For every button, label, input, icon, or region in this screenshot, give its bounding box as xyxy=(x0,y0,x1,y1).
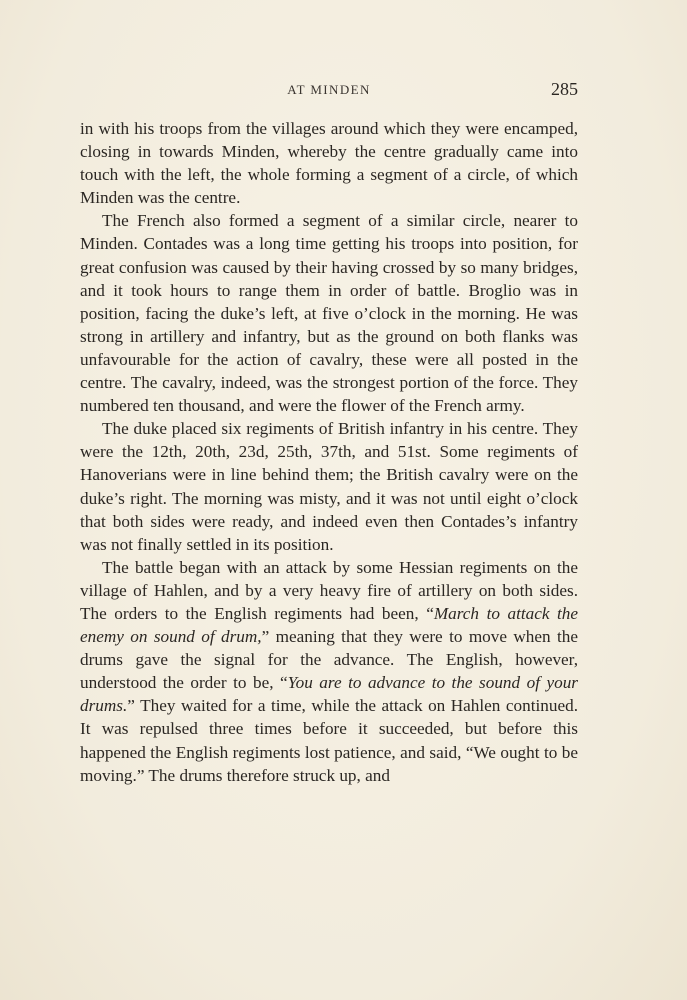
running-head xyxy=(80,80,578,102)
quoted-order-1: March to attack the enemy on sound of drum, xyxy=(80,603,579,647)
paragraph-2: The French also formed a segment of a similar circle, nearer to Minden. Contades was a long time getting his troops into position, for great confusion was caused by their having crossed by so many bridges, and it took hours to range them in order of battle. Broglio was in position, facing the duke’s left, at five o’clock in the morning. He was strong in artillery and infantry, but as the ground on both flanks was unfavourable for the action of cavalry, these were all posted in the centre. The cavalry, indeed, was the strongest portion of the force. They numbered ten thousand, and were the flower of the French army. xyxy=(80,211,578,416)
paragraph-4-text-e: ” They waited for a time, while the attack on Hahlen continued. It was repulsed three times before it succeeded, but before this happened the English regiments lost patience, and said, “We ought to be moving.” The drums therefore struck up, and xyxy=(80,696,578,785)
running-title: AT MINDEN xyxy=(287,82,371,97)
quoted-order-2: You are to advance to the sound of your drums. xyxy=(80,673,578,716)
paragraph-1: in with his troops from the villages around which they were encamped, closing in towards Minden, whereby the centre gradually came into touch with the left, the whole forming a segment of a circle, of which Minden was the centre. xyxy=(80,119,578,208)
page-number: 285 xyxy=(551,79,578,99)
paragraph-4-text-a: The battle began with an attack by some Hessian regiments on the village of Hahlen, and by a very heavy fire of artillery on both sides. The orders to the English regiments had been, “ xyxy=(80,557,578,623)
paragraph-4 xyxy=(80,556,578,787)
paragraph-3: The duke placed six regiments of British infantry in his centre. They were the 12th, 20th, 23d, 25th, 37th, and 51st. Some regiments of Hanoverians were in line behind them; the British cavalry were on the duke’s right. The morning was misty, and it was not until eight o’clock that both sides were ready, and indeed even then Contades’s infantry was not finally settled in its position. xyxy=(80,419,578,554)
body-text xyxy=(80,117,578,787)
paragraph-4-text-c: ” meaning that they were to move when the drums gave the signal for the advance. The English, however, understood the order to be, “ xyxy=(80,627,578,693)
